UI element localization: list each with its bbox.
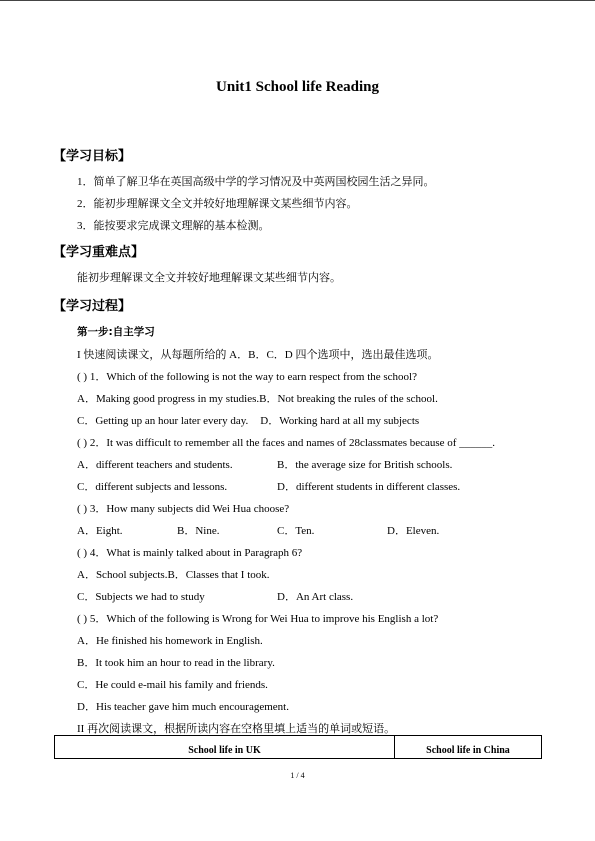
question-5-option-a: A．He finished his homework in English. <box>77 635 263 647</box>
section-heading-process: 【学习过程】 <box>53 299 132 314</box>
question-4-option-b: B．Classes that I took. <box>167 569 270 581</box>
header-rule <box>0 0 595 1</box>
question-1-option-c: C．Getting up an hour later every day. <box>77 415 249 427</box>
section-heading-keypoints: 【学习重难点】 <box>53 245 145 260</box>
question-2-stem: ( ) 2．It was difficult to remember all the faces and names of 28classmates because of ______. <box>77 437 495 449</box>
step-1-heading: 第一步:自主学习 <box>77 326 155 338</box>
question-1-stem: ( ) 1．Which of the following is not the way to earn respect from the school? <box>77 371 417 383</box>
question-3-option-b: B．Nine. <box>177 525 220 537</box>
goal-item-2: 2．能初步理解课文全文并较好地理解课文某些细节内容。 <box>77 198 358 210</box>
document-title: Unit1 School life Reading <box>216 79 379 95</box>
question-3-stem: ( ) 3．How many subjects did Wei Hua choose? <box>77 503 290 515</box>
instruction-1: I 快速阅读课文，从每题所给的 A．B．C．D 四个选项中，选出最佳选项。 <box>77 349 439 361</box>
question-5-option-b: B．It took him an hour to read in the library. <box>77 657 275 669</box>
question-1-option-b: B．Not breaking the rules of the school. <box>259 393 438 405</box>
question-2-option-a: A．different teachers and students. <box>77 459 233 471</box>
question-2-options-ab <box>77 458 452 472</box>
question-1-options-ab <box>77 392 438 406</box>
question-3-option-c: C．Ten. <box>277 525 315 537</box>
goal-item-1: 1．简单了解卫华在英国高级中学的学习情况及中英两国校园生活之异同。 <box>77 176 435 188</box>
question-4-options-cd <box>77 590 353 604</box>
question-2-options-cd <box>77 480 460 494</box>
page-number: 1 / 4 <box>290 771 305 780</box>
keypoints-text: 能初步理解课文全文并较好地理解课文某些细节内容。 <box>77 272 341 284</box>
question-5-option-d: D．His teacher gave him much encouragement. <box>77 701 289 713</box>
table-header-china: School life in China <box>426 745 510 756</box>
question-1-options-cd <box>77 414 419 428</box>
question-3-option-d: D．Eleven. <box>387 525 440 537</box>
question-3-options <box>77 524 439 538</box>
question-4-option-a: A．School subjects. <box>77 569 168 581</box>
instruction-2: II 再次阅读课文，根据所读内容在空格里填上适当的单词或短语。 <box>77 723 396 735</box>
question-5-option-c: C．He could e-mail his family and friends. <box>77 679 268 691</box>
section-heading-goals: 【学习目标】 <box>53 149 132 164</box>
question-2-option-d: D．different students in different classes. <box>277 481 461 493</box>
question-3-option-a: A．Eight. <box>77 525 123 537</box>
question-1-option-d: D．Working hard at all my subjects <box>260 415 420 427</box>
comparison-table <box>54 735 542 759</box>
question-4-stem: ( ) 4．What is mainly talked about in Paragraph 6? <box>77 547 303 559</box>
question-1-option-a: A．Making good progress in my studies. <box>77 393 260 405</box>
table-header-uk: School life in UK <box>55 736 395 758</box>
question-4-options-ab <box>77 568 270 582</box>
question-2-option-c: C．different subjects and lessons. <box>77 481 228 493</box>
question-4-option-c: C．Subjects we had to study <box>77 591 205 603</box>
question-4-option-d: D．An Art class. <box>277 591 354 603</box>
question-5-stem: ( ) 5．Which of the following is Wrong for Wei Hua to improve his English a lot? <box>77 613 439 625</box>
question-2-option-b: B．the average size for British schools. <box>277 459 453 471</box>
goal-item-3: 3．能按要求完成课文理解的基本检测。 <box>77 220 270 232</box>
